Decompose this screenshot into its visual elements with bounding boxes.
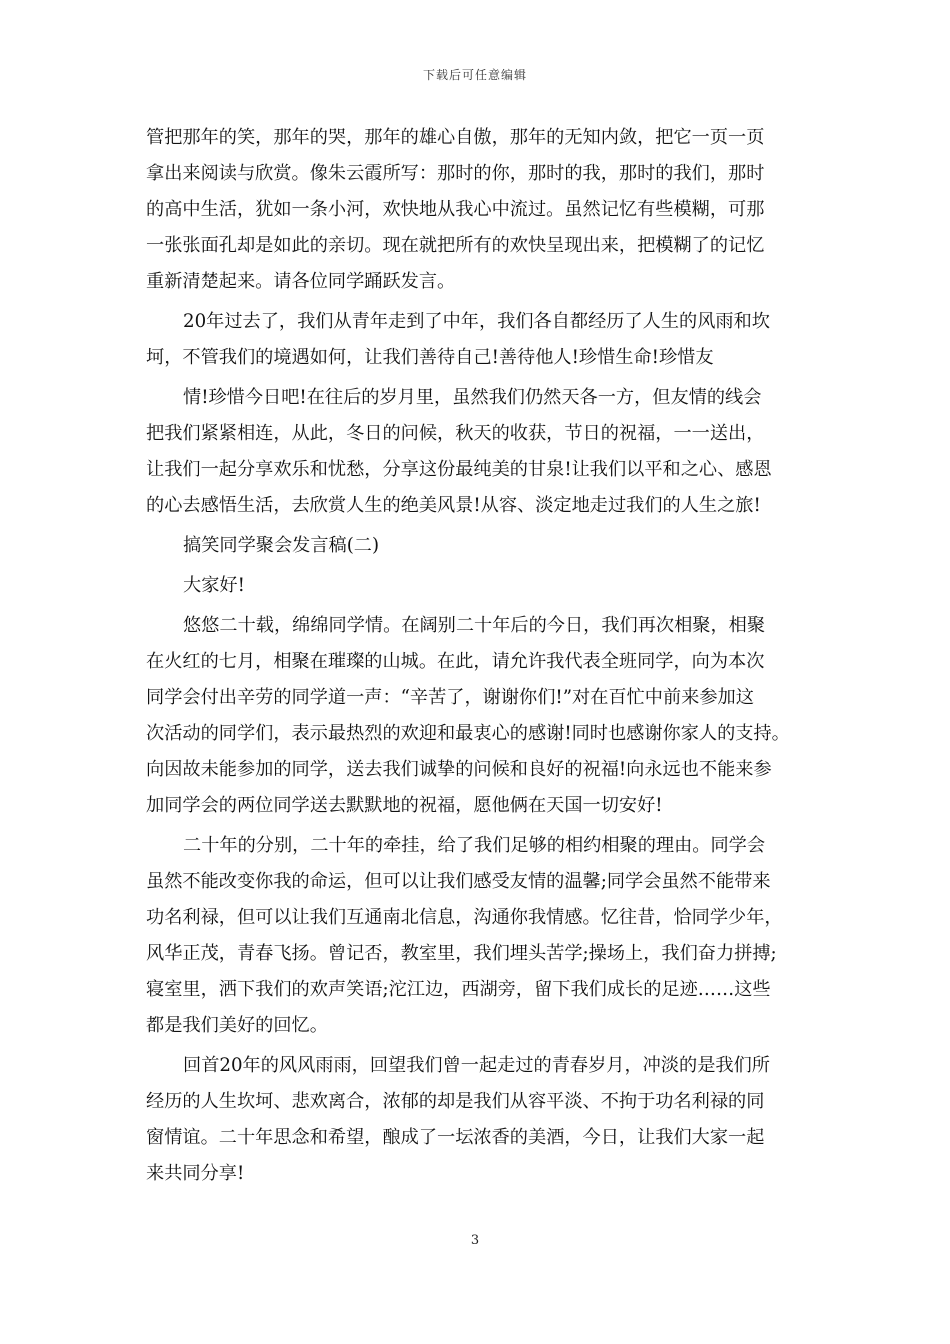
greeting [146, 568, 810, 604]
text-line: 管把那年的笑，那年的哭，那年的雄心自傲，那年的无知内敛，把它一页一页 [146, 127, 765, 148]
text-line: 回首20年的风风雨雨，回望我们曾一起走过的青春岁月，冲淡的是我们所 [183, 1055, 770, 1076]
page-number: 3 [470, 1233, 480, 1248]
text-line: 让我们一起分享欢乐和忧愁，分享这份最纯美的甘泉!让我们以平和之心、感恩 [146, 459, 772, 480]
paragraph [146, 304, 810, 376]
text-line: 次活动的同学们，表示最热烈的欢迎和最衷心的感谢!同时也感谢你家人的支持。 [146, 723, 790, 744]
text-line: 搞笑同学聚会发言稿(二) [183, 535, 380, 556]
text-line: 向因故未能参加的同学，送去我们诚挚的问候和良好的祝福!向永远也不能来参 [146, 759, 772, 780]
text-line: 虽然不能改变你我的命运，但可以让我们感受友情的温馨;同学会虽然不能带来 [146, 871, 771, 892]
paragraph [146, 380, 810, 524]
text-line: 二十年的分别，二十年的牵挂，给了我们足够的相约相聚的理由。同学会 [183, 835, 766, 856]
text-line: 窗情谊。二十年思念和希望，酿成了一坛浓香的美酒，今日，让我们大家一起 [146, 1127, 765, 1148]
text-line: 一张张面孔却是如此的亲切。现在就把所有的欢快呈现出来，把模糊了的记忆 [146, 235, 765, 256]
text-line: 坷，不管我们的境遇如何，让我们善待自己!善待他人!珍惜生命!珍惜友 [146, 347, 714, 368]
text-line: 重新清楚起来。请各位同学踊跃发言。 [146, 271, 456, 292]
text-line: 大家好! [183, 575, 245, 596]
text-line: 来共同分享! [146, 1163, 245, 1184]
section-title [146, 528, 810, 564]
text-line: 寝室里，洒下我们的欢声笑语;沱江边，西湖旁，留下我们成长的足迹……这些 [146, 979, 771, 1000]
paragraph [146, 828, 810, 1044]
paragraph [146, 608, 810, 824]
text-line: 经历的人生坎坷、悲欢离合，浓郁的却是我们从容平淡、不拘于功名利禄的同 [146, 1091, 765, 1112]
text-line: 的高中生活，犹如一条小河，欢快地从我心中流过。虽然记忆有些模糊，可那 [146, 199, 765, 220]
text-line: 在火红的七月，相聚在璀璨的山城。在此，请允许我代表全班同学，向为本次 [146, 651, 765, 672]
paragraph [146, 1048, 810, 1192]
text-line: 拿出来阅读与欣赏。像朱云霞所写：那时的你，那时的我，那时的我们，那时 [146, 163, 765, 184]
text-line: 情!珍惜今日吧!在往后的岁月里，虽然我们仍然天各一方，但友情的线会 [183, 387, 762, 408]
text-line: 功名利禄，但可以让我们互通南北信息，沟通你我情感。忆往昔，恰同学少年， [146, 907, 783, 928]
text-line: 的心去感悟生活，去欣赏人生的绝美风景!从容、淡定地走过我们的人生之旅! [146, 495, 761, 516]
text-line: 同学会付出辛劳的同学道一声：“辛苦了，谢谢你们!”对在百忙中前来参加这 [146, 687, 754, 708]
page-header: 下载后可任意编辑 [422, 68, 527, 82]
paragraph [146, 120, 810, 300]
text-line: 20年过去了，我们从青年走到了中年，我们各自都经历了人生的风雨和坎 [183, 311, 770, 332]
text-line: 悠悠二十载，绵绵同学情。在阔别二十年后的今日，我们再次相聚，相聚 [183, 615, 766, 636]
text-line: 把我们紧紧相连，从此，冬日的问候，秋天的收获，节日的祝福，一一送出， [146, 423, 765, 444]
document-body [146, 120, 810, 1192]
text-line: 都是我们美好的回忆。 [146, 1015, 328, 1036]
text-line: 加同学会的两位同学送去默默地的祝福，愿他俩在天国一切安好! [146, 795, 663, 816]
text-line: 风华正茂，青春飞扬。曾记否，教室里，我们埋头苦学;操场上，我们奋力拼搏; [146, 943, 777, 964]
